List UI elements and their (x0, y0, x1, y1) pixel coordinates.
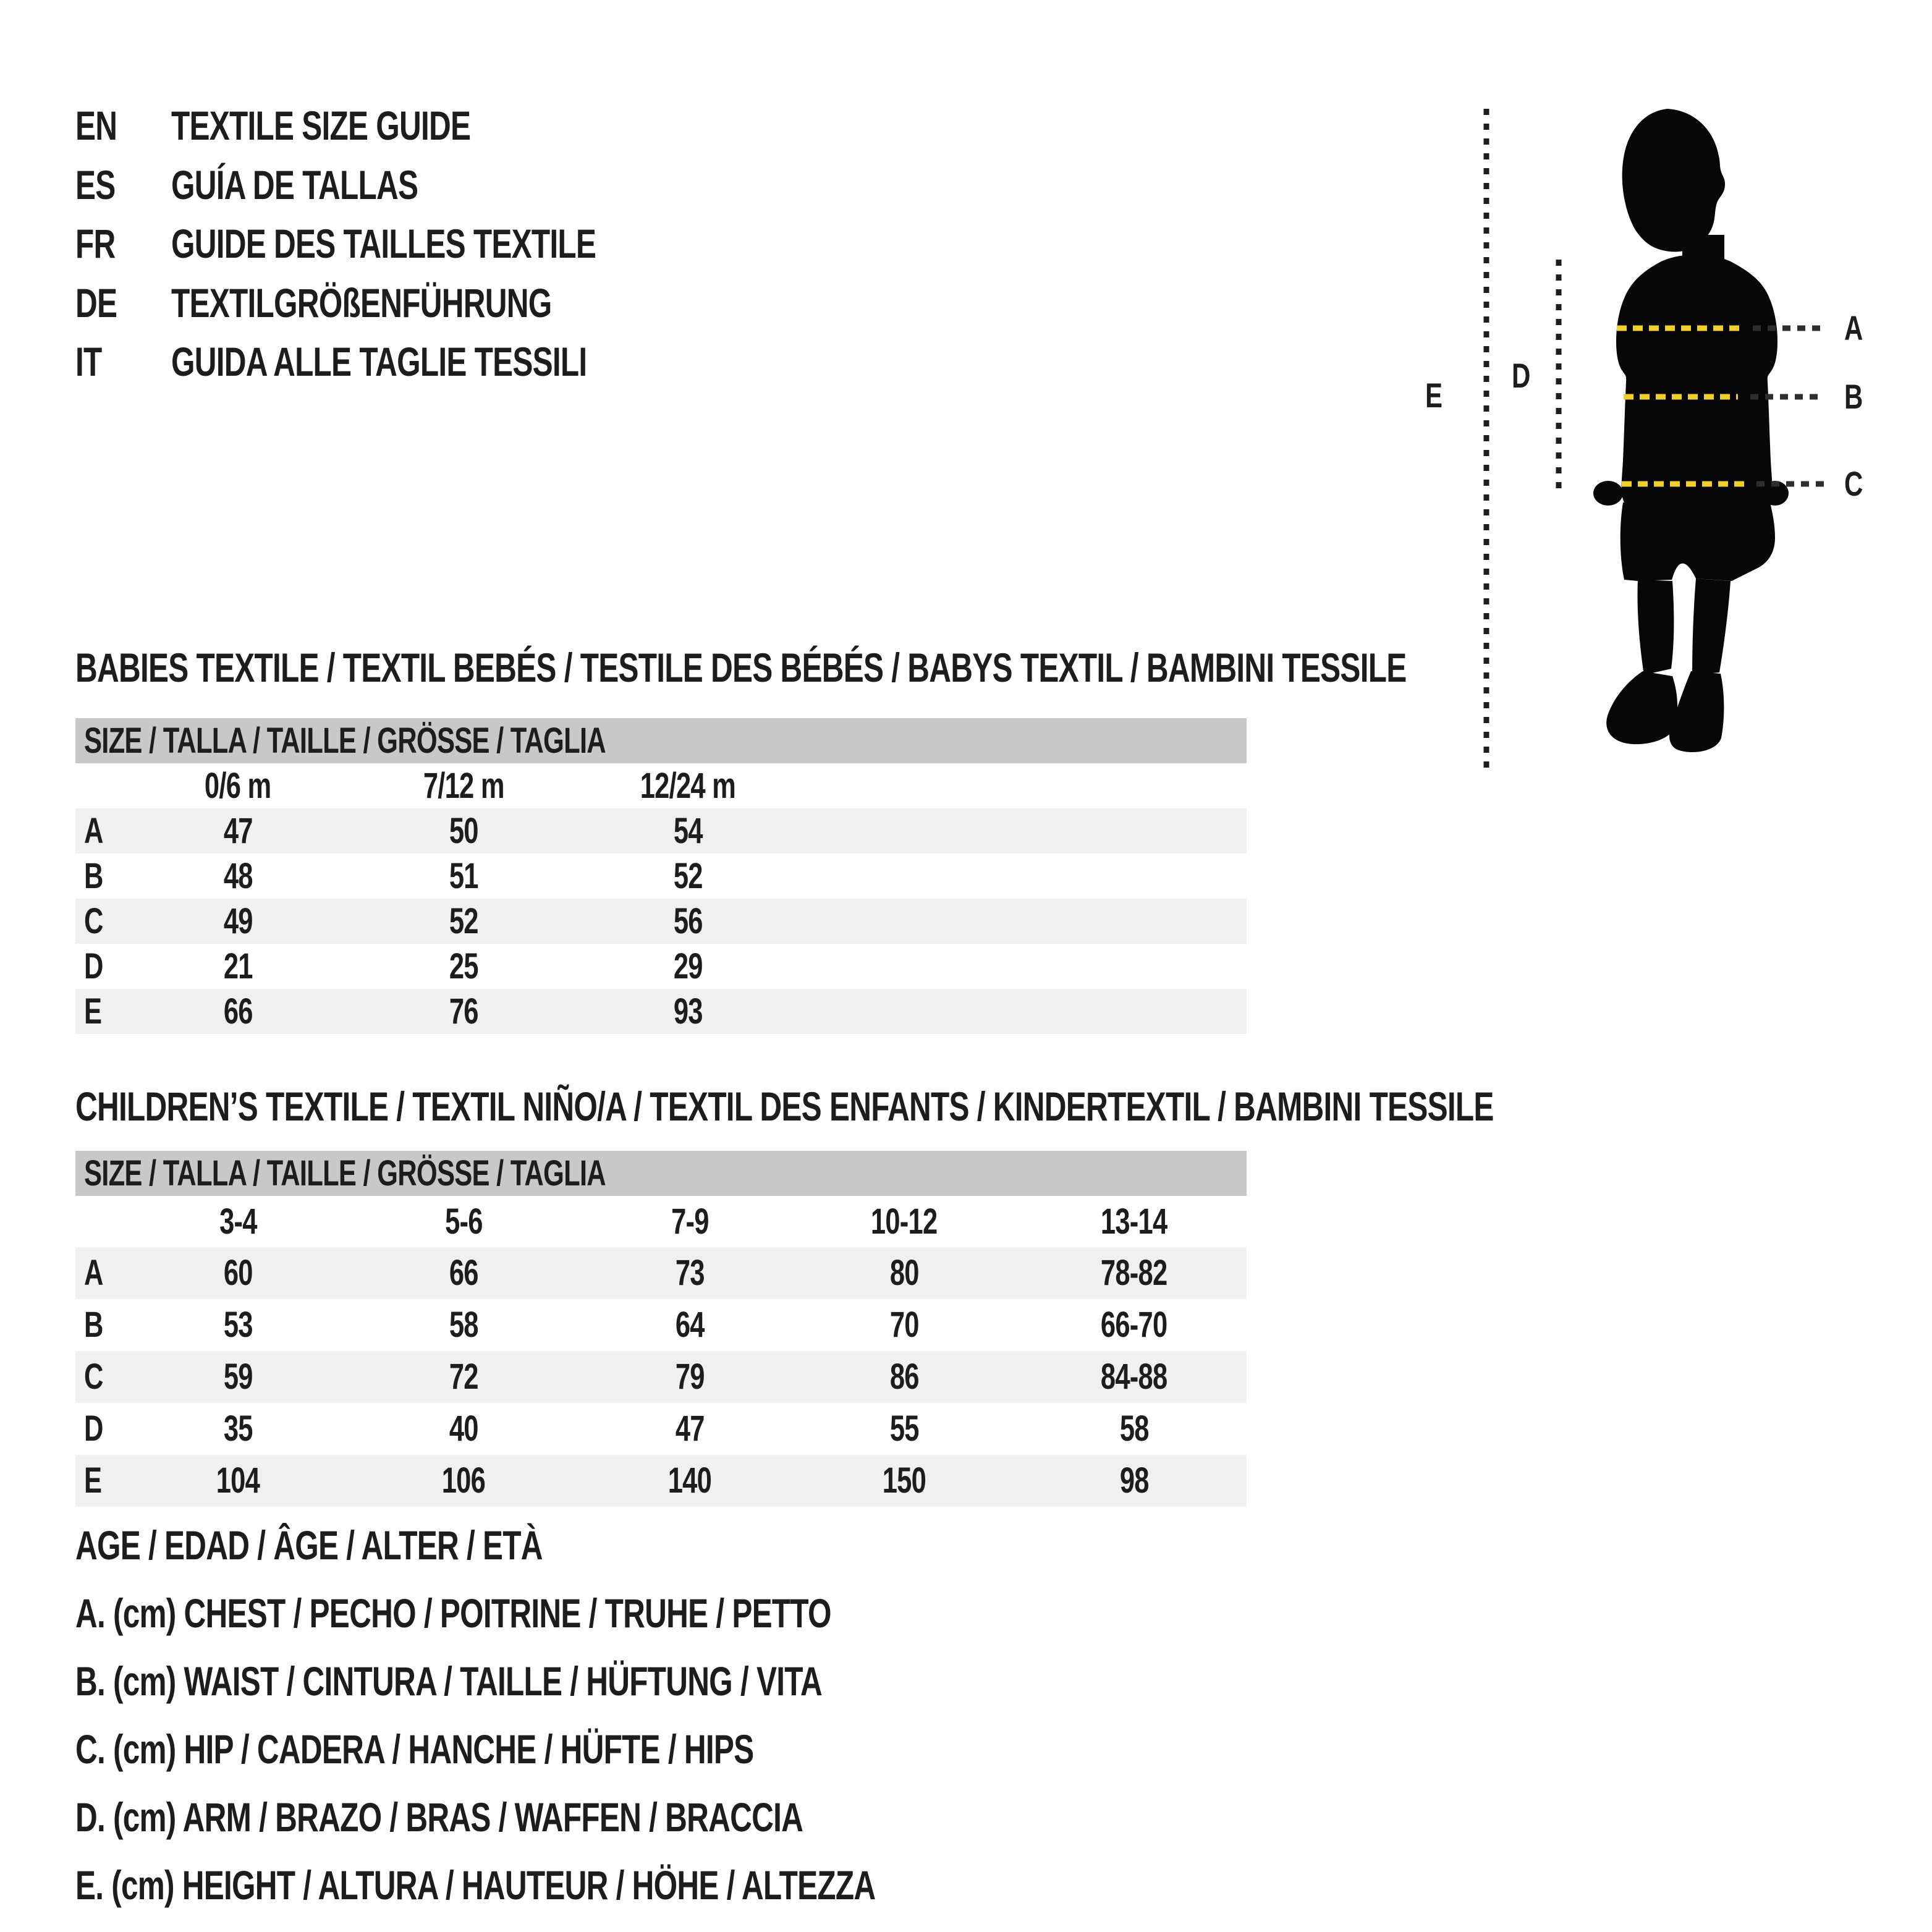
table-cell: 50 (449, 811, 478, 851)
table-cell: 66-70 (1101, 1305, 1167, 1345)
children-size-header-bar (75, 1151, 1247, 1196)
row-label: E (84, 1460, 102, 1501)
table-cell: 86 (889, 1357, 919, 1397)
measure-label-height: E (1425, 376, 1443, 415)
table-cell: 58 (449, 1305, 478, 1345)
table-cell: 59 (223, 1357, 253, 1397)
legend-line-arm: D. (cm) ARM / BRAZO / BRAS / WAFFEN / BRACCIA (75, 1794, 803, 1840)
table-cell: 106 (441, 1460, 486, 1501)
babies-column-header: 12/24 m (640, 766, 736, 806)
language-title: TEXTILGRÖßENFÜHRUNG (171, 280, 552, 326)
table-cell: 54 (673, 811, 703, 851)
table-cell: 56 (673, 901, 703, 941)
children-column-header: 7-9 (671, 1201, 709, 1242)
children-section-title: CHILDREN’S TEXTILE / TEXTIL NIÑO/A / TEXTIL DES ENFANTS / KINDERTEXTIL / BAMBINI TESSILE (75, 1083, 1494, 1129)
table-cell: 52 (673, 856, 703, 896)
table-cell: 29 (673, 946, 703, 986)
measure-label-arm: D (1512, 356, 1531, 395)
language-row (75, 214, 1064, 273)
table-cell: 35 (223, 1409, 253, 1449)
row-label: E (84, 991, 102, 1032)
legend-line-waist: B. (cm) WAIST / CINTURA / TAILLE / HÜFTUNG / VITA (75, 1658, 823, 1704)
language-title: GUIDE DES TAILLES TEXTILE (171, 221, 596, 266)
table-cell: 49 (223, 901, 253, 941)
table-cell: 47 (223, 811, 253, 851)
table-cell: 55 (889, 1409, 919, 1449)
row-label: D (84, 1409, 103, 1449)
table-cell: 47 (675, 1409, 705, 1449)
language-title: GUIDA ALLE TAGLIE TESSILI (171, 339, 587, 384)
children-column-header: 3-4 (219, 1201, 257, 1242)
table-cell: 21 (223, 946, 253, 986)
table-cell: 53 (223, 1305, 253, 1345)
table-cell: 76 (449, 991, 478, 1032)
babies-table-row (75, 808, 1247, 854)
children-table-row (75, 1351, 1247, 1403)
legend-line-height: E. (cm) HEIGHT / ALTURA / HAUTEUR / HÖHE / ALTEZZA (75, 1862, 876, 1908)
row-label: B (84, 856, 103, 896)
table-cell: 104 (216, 1460, 260, 1501)
measure-label-chest: A (1844, 308, 1863, 347)
table-cell: 73 (675, 1253, 705, 1293)
children-column-header: 5-6 (444, 1201, 483, 1242)
size-header-label: SIZE / TALLA / TAILLE / GRÖSSE / TAGLIA (84, 1153, 606, 1193)
table-cell: 25 (449, 946, 478, 986)
measure-label-waist: B (1844, 377, 1863, 416)
babies-table-row (75, 989, 1247, 1034)
language-code: DE (75, 280, 117, 326)
table-cell: 70 (889, 1305, 919, 1345)
babies-table-row (75, 899, 1247, 944)
language-row (75, 333, 1064, 391)
legend-line-chest: A. (cm) CHEST / PECHO / POITRINE / TRUHE / PETTO (75, 1590, 831, 1636)
table-cell: 150 (882, 1460, 926, 1501)
babies-size-header-bar (75, 718, 1247, 763)
row-label: D (84, 946, 103, 986)
row-label: A (84, 811, 103, 851)
babies-column-header: 7/12 m (423, 766, 504, 806)
table-cell: 78-82 (1101, 1253, 1167, 1293)
table-cell: 51 (449, 856, 478, 896)
language-row (75, 156, 1064, 214)
language-title: TEXTILE SIZE GUIDE (171, 103, 471, 148)
table-cell: 40 (449, 1409, 478, 1449)
babies-column-header: 0/6 m (205, 766, 271, 806)
table-cell: 60 (223, 1253, 253, 1293)
table-cell: 58 (1119, 1409, 1149, 1449)
children-table-row (75, 1403, 1247, 1455)
language-row (75, 96, 1064, 155)
language-code: FR (75, 221, 116, 266)
table-cell: 84-88 (1101, 1357, 1167, 1397)
row-label: C (84, 901, 103, 941)
children-column-header: 10-12 (871, 1201, 938, 1242)
row-label: A (84, 1253, 103, 1293)
measure-label-hip: C (1844, 464, 1863, 503)
row-label: B (84, 1305, 103, 1345)
language-row (75, 274, 1064, 332)
table-cell: 93 (673, 991, 703, 1032)
children-table-row (75, 1247, 1247, 1299)
table-cell: 140 (667, 1460, 712, 1501)
language-title: GUÍA DE TALLAS (171, 162, 418, 208)
legend-line-hip: C. (cm) HIP / CADERA / HANCHE / HÜFTE / HIPS (75, 1726, 754, 1772)
table-cell: 64 (675, 1305, 705, 1345)
table-cell: 66 (223, 991, 253, 1032)
children-column-header: 13-14 (1101, 1201, 1167, 1242)
row-label: C (84, 1357, 103, 1397)
size-header-label: SIZE / TALLA / TAILLE / GRÖSSE / TAGLIA (84, 721, 606, 761)
table-cell: 98 (1119, 1460, 1149, 1501)
table-cell: 79 (675, 1357, 705, 1397)
table-cell: 48 (223, 856, 253, 896)
table-cell: 72 (449, 1357, 478, 1397)
legend-line-age: AGE / EDAD / ÂGE / ALTER / ETÀ (75, 1522, 543, 1568)
language-code: IT (75, 339, 102, 384)
children-table-row (75, 1299, 1247, 1351)
babies-table-row (75, 854, 1247, 899)
child-silhouette-figure (1409, 87, 1932, 795)
table-cell: 52 (449, 901, 478, 941)
language-code: ES (75, 162, 116, 208)
child-silhouette (1593, 109, 1789, 752)
babies-table-row (75, 944, 1247, 989)
table-cell: 66 (449, 1253, 478, 1293)
babies-section-title: BABIES TEXTILE / TEXTIL BEBÉS / TESTILE DES BÉBÉS / BABYS TEXTIL / BAMBINI TESSILE (75, 645, 1407, 690)
table-cell: 80 (889, 1253, 919, 1293)
children-table-row (75, 1455, 1247, 1507)
language-code: EN (75, 103, 117, 148)
